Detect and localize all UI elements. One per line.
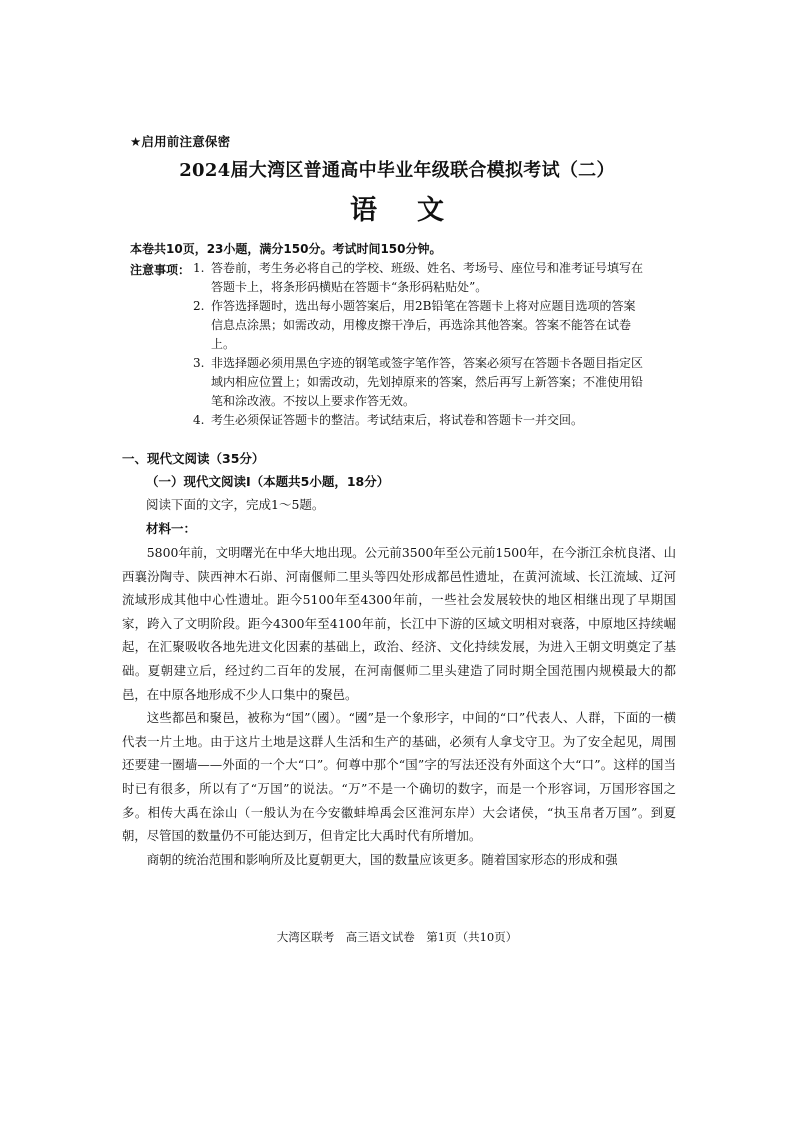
note-number: 3. [193, 356, 205, 370]
note-item [193, 354, 643, 411]
exam-title: 2024届大湾区普通高中毕业年级联合模拟考试（二） [179, 160, 615, 181]
material-label: 材料一： [146, 521, 197, 536]
note-text: 答卷前，考生务必将自己的学校、班级、姓名、考场号、座位号和准考证号填写在答题卡上，将条形码横贴在答题卡“条形码粘贴处”。 [211, 261, 644, 294]
note-item [193, 411, 643, 430]
note-number: 1. [193, 261, 205, 275]
confidential-notice: ★启用前注意保密 [130, 134, 231, 149]
exam-info: 本卷共10页，23小题，满分150分。考试时间150分钟。 [130, 242, 442, 256]
passage-paragraph: 这些都邑和聚邑，被称为“国”（國）。“國”是一个象形字，中间的“口”代表人、人群，下面的一横代表一片土地。由于这片土地是这群人生活和生产的基础，必须有人拿戈守卫。为了安全起见，周围还要建一圈墙——外面的一个大“口”。何尊中那个“国”字的写法还没有外面这个大“口”。这样的国当时已有很多，所以有了“万国”的说法。“万”不是一个确切的数字，而是一个形容词，万国形容国之多。相传大禹在涂山（一般认为在今安徽蚌埠禹会区淮河东岸）大会诸侯，“执玉帛者万国”。到夏朝，尽管国的数量仍不可能达到万，但肯定比大禹时代有所增加。 [122, 710, 676, 844]
note-item [193, 259, 643, 297]
notes-label: 注意事项： [130, 263, 191, 277]
reading-passage [122, 541, 676, 871]
notes-list [193, 259, 643, 430]
passage-paragraph: 商朝的统治范围和影响所及比夏朝更大，国的数量应该更多。随着国家形态的形成和强 [146, 851, 618, 867]
note-text: 非选择题必须用黑色字迹的钢笔或签字笔作答，答案必须写在答题卡各题目指定区域内相应位置上；如需改动，先划掉原来的答案，然后再写上新答案；不准使用铅笔和涂改液。不按以上要求作答无效。 [211, 356, 644, 408]
note-item [193, 297, 643, 354]
note-text: 作答选择题时，选出每小题答案后，用2B铅笔在答题卡上将对应题目选项的答案信息点涂黑；如需改动，用橡皮擦干净后，再选涂其他答案。答案不能答在试卷上。 [211, 299, 636, 351]
page-footer: 大湾区联考 高三语文试卷 第1页（共10页） [276, 930, 518, 944]
note-number: 4. [193, 413, 205, 427]
subject-title: 语文 [350, 195, 484, 226]
note-number: 2. [193, 299, 205, 313]
note-text: 考生必须保证答题卡的整洁。考试结束后，将试卷和答题卡一并交回。 [211, 413, 584, 427]
subsection-heading: （一）现代文阅读Ⅰ（本题共5小题，18分） [146, 474, 390, 489]
reading-instruction: 阅读下面的文字，完成1～5题。 [146, 497, 325, 512]
section-heading: 一、现代文阅读（35分） [122, 451, 265, 466]
passage-paragraph: 5800年前，文明曙光在中华大地出现。公元前3500年至公元前1500年，在今浙江余杭良渚、山西襄汾陶寺、陕西神木石峁、河南偃师二里头等四处形成都邑性遗址，在黄河流域、长江流域、辽河流域形成其他中心性遗址。距今5100年至4300年前，一些社会发展较快的地区相继出现了早期国家，跨入了文明阶段。距今4300年至4100年前，长江中下游的区域文明相对衰落，中原地区持续崛起，在汇聚吸收各地先进文化因素的基础上，政治、经济、文化持续发展，为进入王朝文明奠定了基础。夏朝建立后，经过约二百年的发展，在河南偃师二里头建造了同时期全国范围内规模最大的都邑，在中原各地形成不少人口集中的聚邑。 [122, 545, 676, 702]
